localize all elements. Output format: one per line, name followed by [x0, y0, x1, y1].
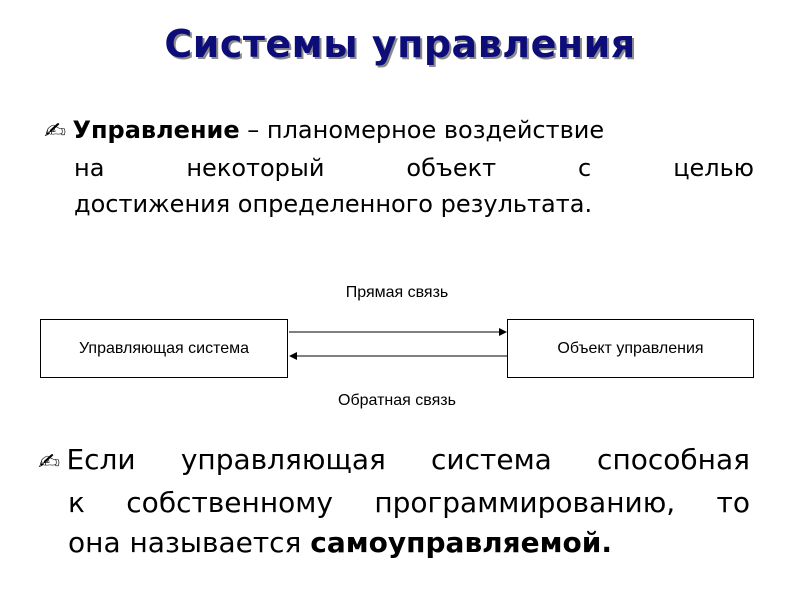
controlled-object-label: Объект управления [557, 339, 704, 357]
control-system-label: Управляющая система [78, 339, 250, 357]
self-control-line-1 [40, 440, 750, 483]
self-control-term: самоуправляемой. [310, 526, 613, 559]
writing-hand-icon: ✍ [44, 119, 67, 144]
writing-hand-icon: ✍ [38, 450, 61, 475]
self-control-line-3-plain: она называется [68, 526, 311, 559]
forward-link-label: Прямая связь [345, 284, 449, 301]
definition-line-1-rest: – планомерное воздействие [239, 116, 605, 144]
feedback-arrow [289, 352, 507, 360]
definition-line-2: на некоторый объект с целью [74, 154, 754, 182]
feedback-link-label: Обратная связь [338, 392, 456, 409]
forward-arrow [289, 328, 507, 336]
self-control-line-2: к собственному программированию, то [68, 486, 750, 519]
self-control-line-1-text: Если управляющая система способная [66, 443, 750, 476]
self-control-bullet [40, 440, 750, 563]
definition-line-3: достижения определенного результата. [74, 190, 593, 218]
slide-title: Системы управления [164, 22, 636, 66]
definition-term: Управление [72, 116, 240, 144]
self-control-line-3 [40, 523, 750, 563]
